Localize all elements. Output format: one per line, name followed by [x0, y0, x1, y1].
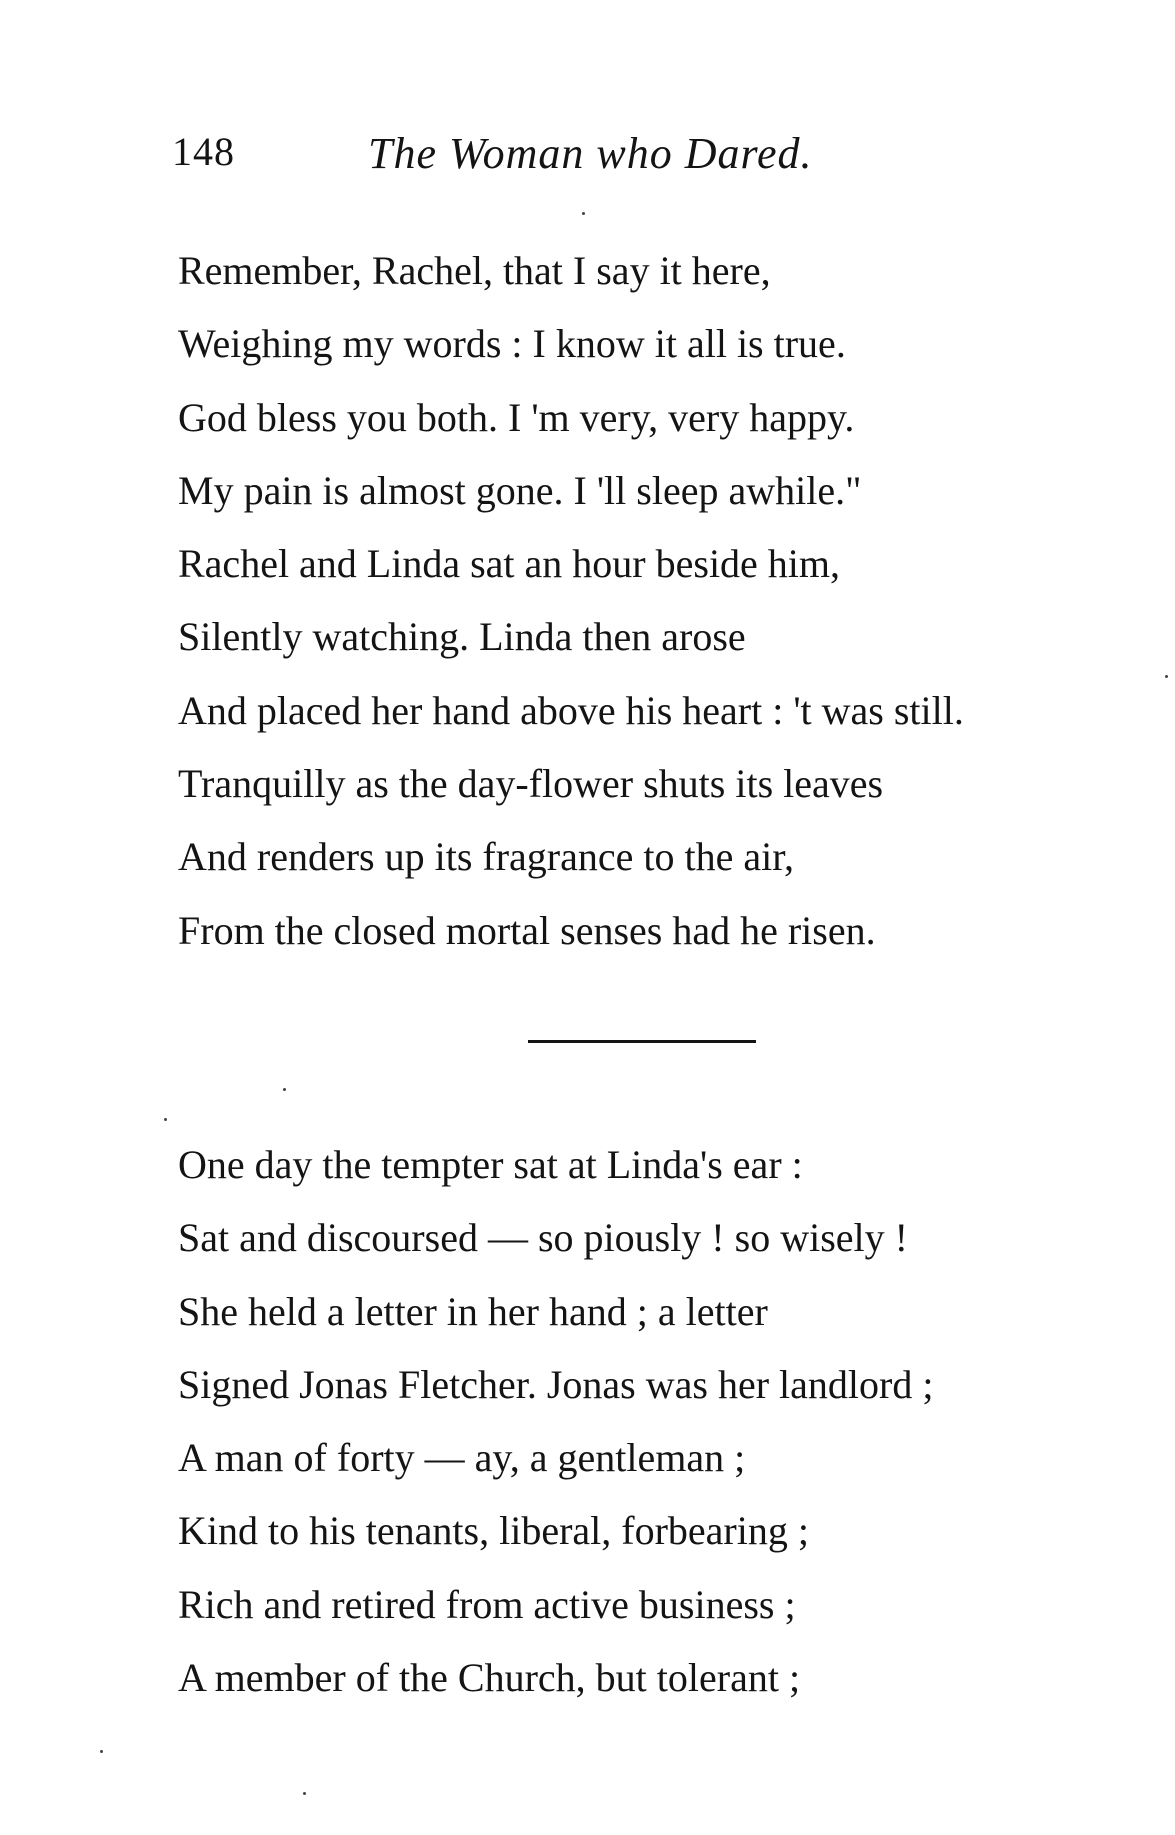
verse-line: She held a letter in her hand ; a letter: [178, 1288, 768, 1334]
verse-line: Tranquilly as the day-flower shuts its leaves: [178, 761, 884, 807]
verse-line: Rachel and Linda sat an hour beside him,: [178, 541, 841, 587]
verse-line: Sat and discoursed — so piously ! so wisely !: [178, 1215, 908, 1261]
scan-speck: [164, 1118, 167, 1121]
verse-line: One day the tempter sat at Linda's ear :: [178, 1142, 803, 1187]
verse-line: Remember, Rachel, that I say it here,: [178, 248, 771, 293]
page-number: 148: [172, 129, 235, 174]
verse-line: And renders up its fragrance to the air,: [178, 834, 794, 880]
verse-line: A member of the Church, but tolerant ;: [178, 1655, 801, 1701]
running-title: The Woman who Dared.: [368, 129, 813, 178]
stanza-2: [178, 1128, 933, 1714]
section-divider: [528, 1040, 756, 1043]
scan-speck: [100, 1750, 103, 1753]
verse-line: God bless you both. I 'm very, very happy.: [178, 394, 855, 440]
verse-line: Signed Jonas Fletcher. Jonas was her landlord ;: [178, 1361, 934, 1407]
scan-speck: [1165, 675, 1168, 678]
verse-line: Silently watching. Linda then arose: [178, 614, 746, 660]
scan-speck: [283, 1088, 286, 1091]
stanza-1: [178, 234, 964, 967]
verse-line: Kind to his tenants, liberal, forbearing ;: [178, 1508, 809, 1554]
verse-line: From the closed mortal senses had he risen.: [178, 907, 876, 953]
scan-speck: [303, 1792, 306, 1795]
verse-line: And placed her hand above his heart : 't was still.: [178, 687, 964, 733]
verse-line: Rich and retired from active business ;: [178, 1581, 796, 1627]
verse-line: Weighing my words : I know it all is true.: [178, 321, 846, 367]
verse-line: A man of forty — ay, a gentleman ;: [178, 1435, 746, 1481]
verse-line: My pain is almost gone. I 'll sleep awhile.": [178, 467, 862, 513]
scan-speck: [582, 212, 585, 215]
